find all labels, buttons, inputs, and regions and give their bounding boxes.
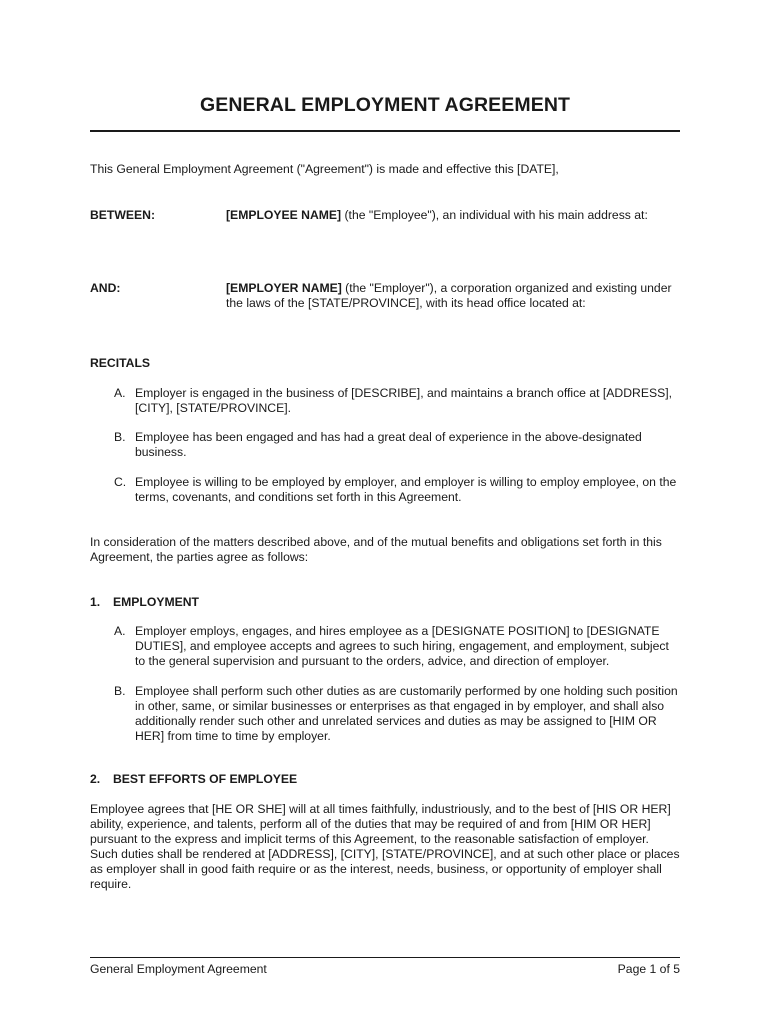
- item-letter: A.: [114, 624, 126, 638]
- recitals-heading: RECITALS: [90, 356, 151, 370]
- section-number: 2.: [90, 772, 101, 786]
- footer-divider: [90, 957, 680, 958]
- recital-letter: A.: [114, 386, 126, 400]
- employer-name-placeholder: [EMPLOYER NAME]: [226, 281, 342, 295]
- section-1-heading: [90, 595, 199, 610]
- item-text: Employer employs, engages, and hires employee as a [DESIGNATE POSITION] to [DESIGNATE DUTIES], and employee accepts and agrees to such hiring, engagement, and employment, subject to the general supervision and pursuant to the orders, advice, and direction of employer.: [135, 624, 669, 668]
- section-number: 1.: [90, 595, 101, 609]
- item-letter: B.: [114, 684, 126, 698]
- employee-party-text: (the "Employee"), an individual with his main address at:: [341, 208, 648, 222]
- recital-text: Employee is willing to be employed by employer, and employer is willing to employ employee, on the terms, covenants, and conditions set forth in this Agreement.: [135, 475, 677, 504]
- employee-name-placeholder: [EMPLOYEE NAME]: [226, 208, 342, 222]
- recital-item: [114, 475, 680, 505]
- recital-item: [114, 430, 680, 460]
- best-efforts-paragraph: Employee agrees that [HE OR SHE] will at all times faithfully, industriously, and to the best of [HIS OR HER] ability, experience, and talents, perform all of the duties that may be required of and from [HIM OR HER] pursuant to the express and implicit terms of this Agreement, to the reasonable satisfaction of employer. Such duties shall be rendered at [ADDRESS], [CITY], [STATE/PROVINCE], and at such other place or places as employer shall in good faith require or as the interest, needs, business, or opportunity of employer shall require.: [90, 802, 680, 891]
- footer-page-number: Page 1 of 5: [617, 962, 680, 976]
- section-2-heading: [90, 772, 297, 787]
- recital-letter: C.: [114, 475, 127, 489]
- consideration-paragraph: In consideration of the matters described above, and of the mutual benefits and obligations set forth in this Agreement, the parties agree as follows:: [90, 535, 662, 564]
- section-title: EMPLOYMENT: [113, 595, 199, 609]
- employment-item: [114, 684, 680, 744]
- document-title: GENERAL EMPLOYMENT AGREEMENT: [199, 94, 571, 116]
- recital-letter: B.: [114, 430, 126, 444]
- item-text: Employee shall perform such other duties as are customarily performed by one holding such position in other, same, or similar businesses or enterprises as that engaged in by employer, and shall also additionally render such other and unrelated services and duties as may be assigned to [HIM OR HER] from time to time by employer.: [135, 684, 678, 743]
- recital-item: [114, 386, 680, 416]
- employer-party-text: (the "Employer"), a corporation organized and existing under the laws of the [STATE/PROVINCE], with its head office located at:: [226, 281, 672, 310]
- title-underline: [90, 130, 680, 132]
- recital-text: Employee has been engaged and has had a great deal of experience in the above-designated business.: [135, 430, 642, 459]
- recital-text: Employer is engaged in the business of [DESCRIBE], and maintains a branch office at [ADDRESS], [CITY], [STATE/PROVINCE].: [135, 386, 672, 415]
- employment-item: [114, 624, 680, 669]
- between-label: BETWEEN:: [90, 208, 155, 222]
- intro-paragraph: This General Employment Agreement ("Agreement") is made and effective this [DATE],: [90, 162, 559, 176]
- and-label: AND:: [90, 281, 121, 295]
- footer-document-name: General Employment Agreement: [90, 962, 267, 976]
- employee-party: [226, 208, 681, 223]
- employer-party: [226, 281, 681, 311]
- section-title: BEST EFFORTS OF EMPLOYEE: [113, 772, 298, 786]
